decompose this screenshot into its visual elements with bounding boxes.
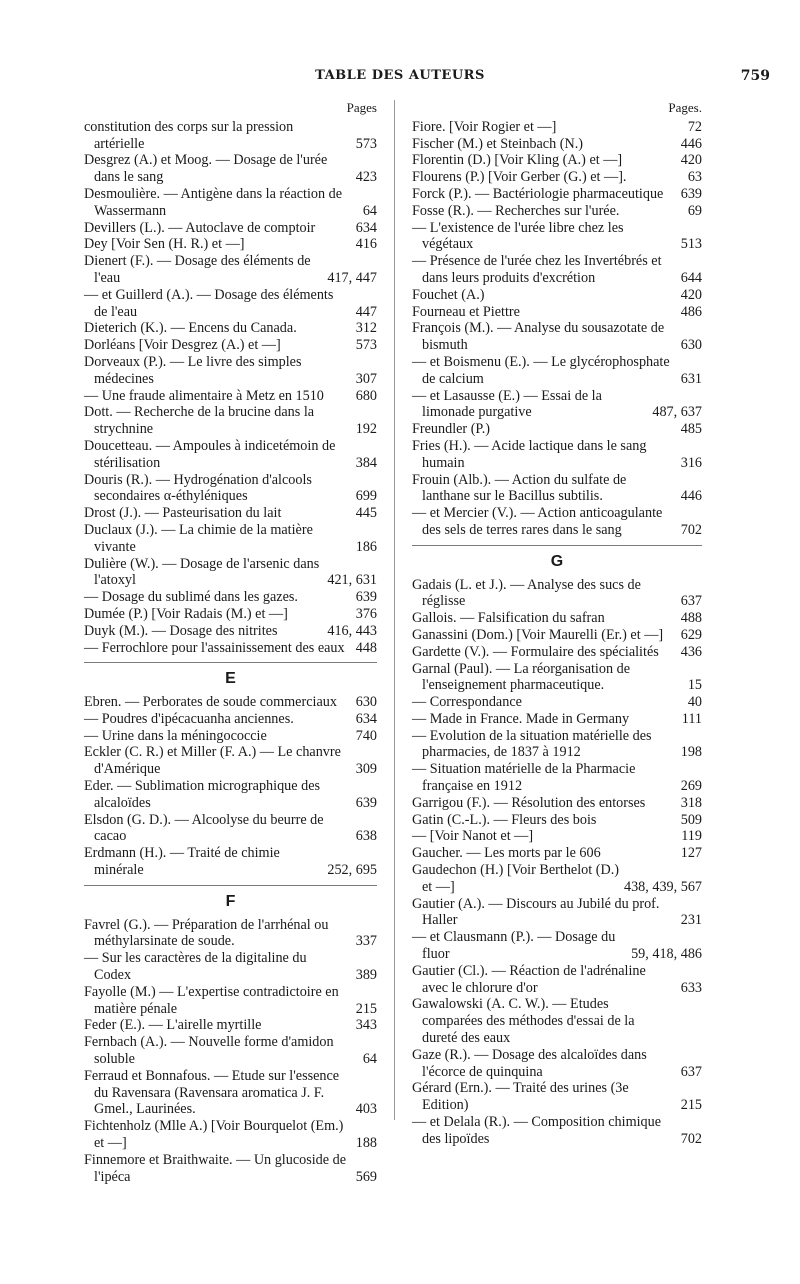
entry-pages: 423 xyxy=(355,169,377,186)
index-entry xyxy=(412,795,702,812)
entry-pages: 421, 631 xyxy=(327,572,377,589)
entry-pages: 702 xyxy=(680,521,702,538)
entry-text: Douris (R.). — Hydrogénation d'alcools secondaires α-éthyléniques xyxy=(84,471,312,505)
entry-pages: 420 xyxy=(680,286,702,303)
index-entry xyxy=(84,556,377,590)
entry-text: — Evolution de la situation matérielle des pharmacies, de 1837 à 1912 xyxy=(412,727,652,761)
entry-pages: 447 xyxy=(355,303,377,320)
entry-pages: 488 xyxy=(680,610,702,627)
entry-text: Frouin (Alb.). — Action du sulfate de lanthane sur le Bacillus subtilis. xyxy=(412,471,627,505)
entry-pages: 64 xyxy=(362,202,377,219)
index-entry xyxy=(412,421,702,438)
section-divider xyxy=(84,885,377,886)
index-entry xyxy=(84,917,377,951)
index-entry xyxy=(84,1068,377,1118)
index-entry xyxy=(412,644,702,661)
entry-text: Elsdon (G. D.). — Alcoolyse du beurre de cacao xyxy=(84,811,324,845)
index-entry xyxy=(84,1034,377,1068)
index-entry xyxy=(84,950,377,984)
entry-pages: 40 xyxy=(687,694,702,711)
index-entry xyxy=(84,220,377,237)
entry-text: constitution des corps sur la pression artérielle xyxy=(84,118,294,152)
index-entry xyxy=(412,472,702,506)
entry-pages: 485 xyxy=(680,421,702,438)
letter-heading: G xyxy=(550,552,564,570)
entry-text: Erdmann (H.). — Traité de chimie minérale xyxy=(84,845,280,879)
entry-pages: 634 xyxy=(355,219,377,236)
entry-text: Dorveaux (P.). — Le livre des simples médecines xyxy=(84,353,302,387)
entry-pages: 487, 637 xyxy=(652,404,702,421)
index-entry xyxy=(84,984,377,1018)
entry-text: Gérard (Ern.). — Traité des urines (3e Edition) xyxy=(412,1080,629,1114)
entry-text: Gautier (Cl.). — Réaction de l'adrénaline avec le chlorure d'or xyxy=(412,962,646,996)
entry-text: Gaze (R.). — Dosage des alcaloïdes dans l'écorce de quinquina xyxy=(412,1046,647,1080)
entry-pages: 639 xyxy=(355,794,377,811)
entry-text: Dey [Voir Sen (H. R.) et —] xyxy=(84,236,245,253)
entry-text: — Dosage du sublimé dans les gazes. xyxy=(84,589,298,606)
index-entry xyxy=(412,963,702,997)
entry-pages: 445 xyxy=(355,505,377,522)
entry-pages: 416 xyxy=(355,236,377,253)
index-entry xyxy=(412,1080,702,1114)
index-entry xyxy=(84,728,377,745)
index-entry xyxy=(412,761,702,795)
index-entry xyxy=(84,152,377,186)
entry-text: Gatin (C.-L.). — Fleurs des bois xyxy=(412,811,597,828)
entry-pages: 446 xyxy=(680,135,702,152)
entry-text: Florentin (D.) [Voir Kling (A.) et —] xyxy=(412,152,623,169)
index-entry xyxy=(84,253,377,287)
index-entry xyxy=(412,996,702,1046)
index-entry xyxy=(412,186,702,203)
entry-pages: 740 xyxy=(355,727,377,744)
entry-text: Fourneau et Piettre xyxy=(412,303,520,320)
entry-text: — Urine dans la méningococcie xyxy=(84,727,267,744)
index-entry xyxy=(84,778,377,812)
entry-pages: 448 xyxy=(355,639,377,656)
entry-pages: 64 xyxy=(362,1051,377,1068)
index-entry xyxy=(84,845,377,879)
entry-text: Devillers (L.). — Autoclave de comptoir xyxy=(84,219,316,236)
index-entry xyxy=(412,152,702,169)
index-entry xyxy=(412,505,702,539)
entry-text: Forck (P.). — Bactériologie pharmaceutique xyxy=(412,185,664,202)
entry-text: Eckler (C. R.) et Miller (F. A.) — Le chanvre d'Amérique xyxy=(84,744,341,778)
index-entry xyxy=(412,1114,702,1148)
index-entry xyxy=(84,388,377,405)
entry-text: Flourens (P.) [Voir Gerber (G.) et —]. xyxy=(412,169,627,186)
index-entry xyxy=(84,337,377,354)
entry-text: Fries (H.). — Acide lactique dans le sang humain xyxy=(412,437,647,471)
entry-text: — Ferrochlore pour l'assainissement des eaux xyxy=(84,639,345,656)
section-divider xyxy=(412,545,702,546)
section-divider xyxy=(84,662,377,663)
entry-pages: 639 xyxy=(355,589,377,606)
index-entry xyxy=(84,505,377,522)
index-entry xyxy=(412,812,702,829)
index-entry xyxy=(84,1017,377,1034)
index-entry xyxy=(84,438,377,472)
entry-text: Feder (E.). — L'airelle myrtille xyxy=(84,1017,262,1034)
entry-pages: 59, 418, 486 xyxy=(631,946,702,963)
entry-text: Fayolle (M.) — L'expertise contradictoire en matière pénale xyxy=(84,983,339,1017)
index-entry xyxy=(412,694,702,711)
entry-text: Garnal (Paul). — La réorganisation de l'enseignement pharmaceutique. xyxy=(412,660,630,694)
letter-heading: E xyxy=(225,670,236,688)
index-entry xyxy=(84,744,377,778)
pages-column-label: Pages. xyxy=(668,100,702,115)
entry-pages: 436 xyxy=(680,643,702,660)
entry-text: Fosse (R.). — Recherches sur l'urée. xyxy=(412,202,620,219)
entry-text: François (M.). — Analyse du sousazotate de bismuth xyxy=(412,320,665,354)
entry-pages: 186 xyxy=(355,538,377,555)
index-entry xyxy=(412,711,702,728)
index-entry xyxy=(412,304,702,321)
entry-text: Ebren. — Perborates de soude commerciaux xyxy=(84,694,337,711)
index-entry xyxy=(84,589,377,606)
entry-pages: 509 xyxy=(680,811,702,828)
entry-text: — et Lasausse (E.) — Essai de la limonade purgative xyxy=(412,387,602,421)
index-entry xyxy=(412,896,702,930)
entry-text: Favrel (G.). — Préparation de l'arrhénal ou méthylarsinate de soude. xyxy=(84,916,329,950)
entry-text: Finnemore et Braithwaite. — Un glucoside de l'ipéca xyxy=(84,1151,347,1185)
index-entry xyxy=(84,354,377,388)
entry-pages: 215 xyxy=(680,1097,702,1114)
index-entry xyxy=(412,287,702,304)
index-entry xyxy=(412,610,702,627)
entry-text: — Made in France. Made in Germany xyxy=(412,710,630,727)
entry-text: Desgrez (A.) et Moog. — Dosage de l'urée dans le sang xyxy=(84,152,328,186)
entry-pages: 680 xyxy=(355,387,377,404)
running-title: TABLE DES AUTEURS xyxy=(315,68,485,83)
index-entry xyxy=(412,828,702,845)
entry-pages: 637 xyxy=(680,593,702,610)
entry-text: Gaudechon (H.) [Voir Berthelot (D.) et —] xyxy=(412,862,619,895)
entry-pages: 630 xyxy=(355,694,377,711)
entry-pages: 417, 447 xyxy=(327,269,377,286)
index-entry xyxy=(84,606,377,623)
entry-pages: 119 xyxy=(681,828,702,845)
entry-text: — Poudres d'ipécacuanha anciennes. xyxy=(84,710,294,727)
left-column xyxy=(84,100,377,1185)
entry-pages: 198 xyxy=(680,744,702,761)
entry-pages: 573 xyxy=(355,135,377,152)
entry-pages: 307 xyxy=(355,370,377,387)
entry-text: Desmoulière. — Antigène dans la réaction de Wassermann xyxy=(84,185,343,219)
index-entry xyxy=(412,728,702,762)
entry-pages: 318 xyxy=(680,794,702,811)
entry-text: — Situation matérielle de la Pharmacie française en 1912 xyxy=(412,761,636,795)
entry-pages: 446 xyxy=(680,488,702,505)
index-entry xyxy=(412,169,702,186)
entry-pages: 633 xyxy=(680,979,702,996)
entry-pages: 215 xyxy=(355,1000,377,1017)
entry-text: — [Voir Nanot et —] xyxy=(412,828,534,845)
entry-pages: 312 xyxy=(355,320,377,337)
entry-pages: 629 xyxy=(680,626,702,643)
entry-pages: 231 xyxy=(680,912,702,929)
index-entry xyxy=(412,354,702,388)
entry-text: — et Guillerd (A.). — Dosage des éléments de l'eau xyxy=(84,286,334,320)
page-number: 759 xyxy=(740,68,770,84)
entry-text: Gautier (A.). — Discours au Jubilé du prof. Haller xyxy=(412,895,660,929)
index-entry xyxy=(84,623,377,640)
entry-pages: 72 xyxy=(687,118,702,135)
entry-text: Ferraud et Bonnafous. — Etude sur l'essence du Ravensara (Ravensara aromatica J. F. Gmel., Laurinées. xyxy=(84,1067,340,1118)
entry-text: Gallois. — Falsification du safran xyxy=(412,610,605,627)
entry-text: — et Boismenu (E.). — Le glycérophosphate de calcium xyxy=(412,353,670,387)
entry-text: Dott. — Recherche de la brucine dans la strychnine xyxy=(84,404,315,438)
index-entry xyxy=(84,119,377,153)
entry-pages: 438, 439, 567 xyxy=(623,878,702,895)
index-entry xyxy=(412,627,702,644)
entry-text: Drost (J.). — Pasteurisation du lait xyxy=(84,505,282,522)
index-entry xyxy=(84,472,377,506)
entry-text: — Sur les caractères de la digitaline du Codex xyxy=(84,950,307,984)
index-entry xyxy=(412,438,702,472)
entry-text: Duclaux (J.). — La chimie de la matière vivante xyxy=(84,521,313,555)
index-entry xyxy=(412,203,702,220)
entry-text: Eder. — Sublimation micrographique des alcaloïdes xyxy=(84,778,321,811)
entry-pages: 15 xyxy=(687,677,702,694)
index-entry xyxy=(84,711,377,728)
entry-pages: 631 xyxy=(680,370,702,387)
entry-text: Fouchet (A.) xyxy=(412,286,485,303)
index-entry xyxy=(84,694,377,711)
entry-text: Ganassini (Dom.) [Voir Maurelli (Er.) et —] xyxy=(412,626,664,643)
entry-text: — Présence de l'urée chez les Invertébrés et dans leurs produits d'excrétion xyxy=(412,253,662,286)
entry-text: Dieterich (K.). — Encens du Canada. xyxy=(84,320,297,337)
entry-text: Duyk (M.). — Dosage des nitrites xyxy=(84,622,278,639)
entry-text: Fischer (M.) et Steinbach (N.) xyxy=(412,135,583,152)
entry-pages: 384 xyxy=(355,454,377,471)
entry-text: — et Clausmann (P.). — Dosage du fluor xyxy=(412,929,616,963)
entry-text: Garrigou (F.). — Résolution des entorses xyxy=(412,794,646,811)
entry-pages: 630 xyxy=(680,337,702,354)
entry-pages: 69 xyxy=(687,202,702,219)
entry-text: — Correspondance xyxy=(412,694,522,711)
index-entry xyxy=(412,119,702,136)
index-entry xyxy=(412,220,702,254)
entry-pages: 309 xyxy=(355,761,377,778)
entry-pages: 188 xyxy=(355,1135,377,1152)
entry-pages: 569 xyxy=(355,1168,377,1185)
entry-pages: 644 xyxy=(680,269,702,286)
entry-pages: 634 xyxy=(355,710,377,727)
entry-pages: 127 xyxy=(680,845,702,862)
entry-pages: 513 xyxy=(680,236,702,253)
index-entry xyxy=(84,522,377,556)
index-entry xyxy=(84,640,377,657)
entry-pages: 337 xyxy=(355,933,377,950)
index-entry xyxy=(412,661,702,695)
index-entry xyxy=(84,186,377,220)
entry-pages: 638 xyxy=(355,828,377,845)
index-entry xyxy=(412,929,702,963)
entry-text: Dulière (W.). — Dosage de l'arsenic dans l'atoxyl xyxy=(84,555,320,589)
index-entry xyxy=(412,1047,702,1081)
entry-pages: 699 xyxy=(355,488,377,505)
entry-text: Freundler (P.) xyxy=(412,421,491,438)
entry-pages: 252, 695 xyxy=(327,862,377,879)
index-entry xyxy=(412,577,702,611)
index-entry xyxy=(412,845,702,862)
entry-text: Fiore. [Voir Rogier et —] xyxy=(412,118,557,135)
entry-pages: 316 xyxy=(680,454,702,471)
entry-text: Gawalowski (A. C. W.). — Etudes comparées des méthodes d'essai de la dureté des eaux xyxy=(412,996,635,1047)
entry-text: — L'existence de l'urée libre chez les végétaux xyxy=(412,219,624,253)
entry-text: Fernbach (A.). — Nouvelle forme d'amidon soluble xyxy=(84,1034,334,1068)
column-divider xyxy=(394,100,395,1120)
pages-column-label: Pages xyxy=(346,100,377,115)
index-entry xyxy=(412,136,702,153)
letter-heading: F xyxy=(225,892,236,910)
entry-text: Fichtenholz (Mlle A.) [Voir Bourquelot (Em.) et —] xyxy=(84,1118,344,1152)
index-entry xyxy=(412,862,702,896)
index-entry xyxy=(84,320,377,337)
entry-pages: 111 xyxy=(681,710,702,727)
entry-pages: 639 xyxy=(680,185,702,202)
entry-pages: 343 xyxy=(355,1017,377,1034)
entry-text: — et Mercier (V.). — Action anticoagulante des sels de terres rares dans le sang xyxy=(412,505,663,538)
index-entry xyxy=(412,320,702,354)
right-column xyxy=(412,100,702,1148)
index-entry xyxy=(412,253,702,287)
entry-pages: 416, 443 xyxy=(327,622,377,639)
entry-text: Doucetteau. — Ampoules à indicetémoin de stérilisation xyxy=(84,437,336,471)
entry-pages: 486 xyxy=(680,303,702,320)
entry-pages: 573 xyxy=(355,337,377,354)
entry-text: Gaucher. — Les morts par le 606 xyxy=(412,845,601,862)
entry-text: Dienert (F.). — Dosage des éléments de l'eau xyxy=(84,253,311,286)
index-entry xyxy=(84,287,377,321)
entry-pages: 192 xyxy=(355,421,377,438)
index-entry xyxy=(84,236,377,253)
entry-pages: 63 xyxy=(687,169,702,186)
entry-text: Gadais (L. et J.). — Analyse des sucs de réglisse xyxy=(412,576,641,610)
index-entry xyxy=(84,1152,377,1186)
entry-pages: 389 xyxy=(355,967,377,984)
entry-text: Dumée (P.) [Voir Radais (M.) et —] xyxy=(84,605,288,622)
entry-text: — Une fraude alimentaire à Metz en 1510 xyxy=(84,387,324,404)
entry-text: Gardette (V.). — Formulaire des spécialités xyxy=(412,643,659,660)
index-entry xyxy=(84,812,377,846)
entry-pages: 702 xyxy=(680,1130,702,1147)
index-entry xyxy=(412,388,702,422)
index-entry xyxy=(84,404,377,438)
entry-pages: 403 xyxy=(355,1101,377,1118)
entry-pages: 269 xyxy=(680,778,702,795)
entry-text: — et Delala (R.). — Composition chimique des lipoïdes xyxy=(412,1114,662,1147)
entry-pages: 376 xyxy=(355,605,377,622)
entry-text: Dorléans [Voir Desgrez (A.) et —] xyxy=(84,337,281,354)
index-entry xyxy=(84,1118,377,1152)
entry-pages: 637 xyxy=(680,1063,702,1080)
entry-pages: 420 xyxy=(680,152,702,169)
